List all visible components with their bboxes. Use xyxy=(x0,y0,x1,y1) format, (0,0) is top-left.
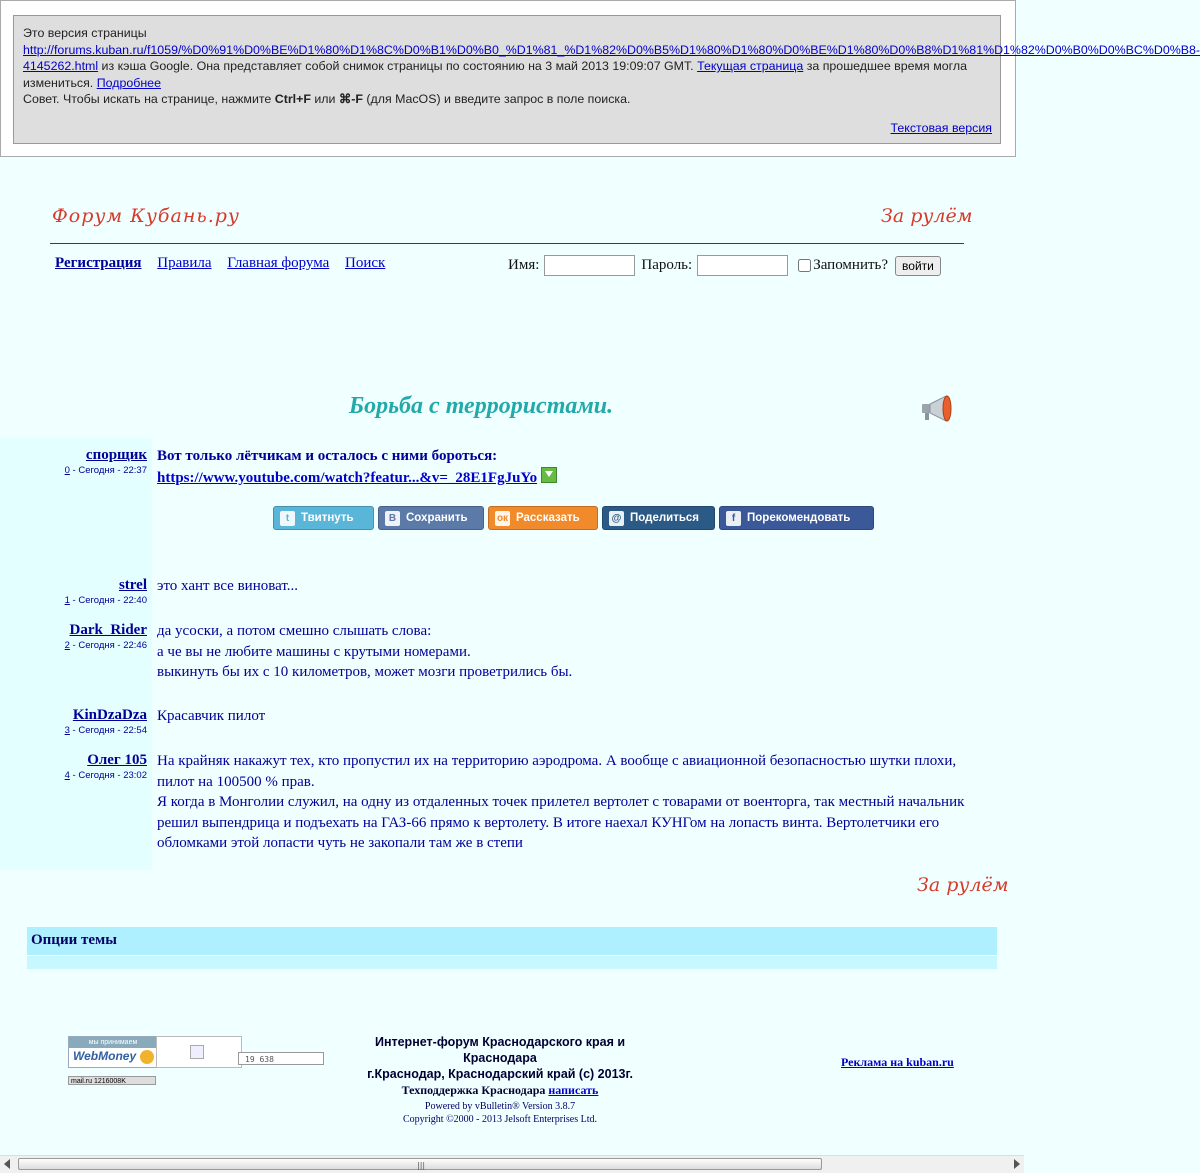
footer-info xyxy=(350,1034,650,1126)
post-author-link[interactable]: спорщик xyxy=(85,447,147,463)
username-input[interactable] xyxy=(544,255,635,276)
post-body xyxy=(157,621,967,683)
post-author-block xyxy=(65,621,147,651)
post-author-link[interactable]: Олег 105 xyxy=(87,752,147,768)
scroll-left-icon[interactable] xyxy=(4,1159,10,1169)
share-buttons xyxy=(273,506,874,530)
topic-title: Борьба с террористами. xyxy=(348,393,614,419)
nav-rules-link[interactable]: Правила xyxy=(157,255,212,271)
footer-line-1: Интернет-форум Краснодарского края и Краснодара xyxy=(374,1035,626,1065)
post-body xyxy=(157,576,967,597)
username-label: Имя: xyxy=(508,257,540,273)
support-contact-link[interactable]: написать xyxy=(548,1083,599,1097)
post-line: выкинуть бы их с 10 километров, может мозги проветрились бы. xyxy=(157,664,573,680)
cache-description: 4145262.html из кэша Google. Она представляет собой снимок страницы по состоянию на 3 май 2013 19:09:07 GMT. Текущая страница за прошедшее время могла измениться. Подробнее xyxy=(23,59,967,90)
post-meta: 1 - Сегодня - 22:40 xyxy=(64,595,147,606)
post-author-link[interactable]: Dark_Rider xyxy=(69,622,147,638)
post-number-link[interactable]: 3 xyxy=(64,725,70,736)
scrollbar-thumb[interactable] xyxy=(18,1158,822,1170)
cache-intro: Это версия страницы xyxy=(23,26,147,40)
login-form xyxy=(508,255,941,276)
post-author-block xyxy=(65,446,147,476)
mailru-counter[interactable]: mail.ru 1216008K xyxy=(68,1076,156,1085)
webmoney-coin-icon xyxy=(140,1050,154,1064)
post-body xyxy=(157,446,967,488)
footer-powered: Powered by vBulletin® Version 3.8.7 xyxy=(424,1101,576,1112)
post-line: Вот только лётчикам и осталось с ними бороться: xyxy=(157,448,498,464)
share-twitter-button[interactable]: t Твитнуть xyxy=(273,506,374,530)
footer-line-2: г.Краснодар, Краснодарский край (с) 2013г. xyxy=(367,1067,633,1081)
password-label: Пароль: xyxy=(641,257,693,273)
facebook-icon: f xyxy=(726,511,741,526)
grip-icon: ||| xyxy=(417,1161,426,1170)
nav-search-link[interactable]: Поиск xyxy=(345,255,386,271)
vk-icon: В xyxy=(385,511,400,526)
post-body xyxy=(157,706,967,727)
horizontal-scrollbar[interactable] xyxy=(0,1155,1024,1173)
post-line: да усоски, а потом смешно слышать слова: xyxy=(157,623,432,639)
post-number-link[interactable]: 2 xyxy=(64,640,70,651)
post-meta: 2 - Сегодня - 22:46 xyxy=(64,640,147,651)
more-info-link[interactable]: Подробнее xyxy=(96,75,161,90)
topic-options-panel xyxy=(27,956,997,969)
footer-copyright: Copyright ©2000 - 2013 Jelsoft Enterprises Ltd. xyxy=(403,1114,597,1125)
post-meta: 4 - Сегодня - 23:02 xyxy=(64,770,147,781)
cached-page-url-tail[interactable]: 4145262.html xyxy=(23,59,99,73)
share-vk-button[interactable]: В Сохранить xyxy=(378,506,484,530)
megaphone-icon[interactable] xyxy=(920,393,956,423)
post-author-link[interactable]: KinDzaDza xyxy=(72,707,147,723)
post-author-link[interactable]: strel xyxy=(118,577,147,593)
topic-options-title: Опции темы xyxy=(31,932,117,948)
post-author-block xyxy=(65,751,147,781)
post-author-block xyxy=(65,706,147,736)
scroll-right-icon[interactable] xyxy=(1014,1159,1020,1169)
post-number-link[interactable]: 4 xyxy=(64,770,70,781)
post-line: Я когда в Монголии служил, на одну из отдаленных точек прилетел вертолет с товарами от военторга, так местный начальник решил выпендрица и подъехать на ГАЗ-66 прямо к вертолету. В итоге наехал КУНГом на лопасть винта. Вертолетчики его обломками этой лопасти чуть не закопали там же в степи xyxy=(157,794,965,851)
share-mailru-button[interactable]: @ Поделиться xyxy=(602,506,715,530)
header-divider xyxy=(50,243,964,244)
cache-tip: Совет. Чтобы искать на странице, нажмите Ctrl+F или ⌘-F (для MacOS) и введите запрос в поле поиска. xyxy=(23,92,631,106)
post-author-block xyxy=(65,576,147,606)
post-number-link[interactable]: 1 xyxy=(64,595,70,606)
topic-options-bar[interactable] xyxy=(27,927,997,955)
webmoney-badge[interactable]: мы принимаем WebMoney xyxy=(68,1036,158,1068)
share-facebook-button[interactable]: f Порекомендовать xyxy=(719,506,874,530)
youtube-link[interactable]: https://www.youtube.com/watch?featur...&v=_28E1FgJuYo xyxy=(157,469,538,486)
remember-me-label: Запомнить? xyxy=(813,257,889,273)
posts-author-column xyxy=(0,438,152,870)
footer-support: Техподдержка Краснодара написать xyxy=(401,1083,599,1097)
visit-counter[interactable]: 19 638 xyxy=(238,1052,324,1065)
za-rulem-logo-bottom[interactable]: За рулём xyxy=(917,874,1009,896)
cache-banner-frame xyxy=(0,0,1200,157)
za-rulem-logo[interactable]: За рулём xyxy=(881,205,973,227)
mailru-icon: @ xyxy=(609,511,624,526)
twitter-icon: t xyxy=(280,511,295,526)
nav-register-link[interactable]: Регистрация xyxy=(55,255,142,271)
post-meta: 3 - Сегодня - 22:54 xyxy=(64,725,147,736)
remember-me-checkbox[interactable] xyxy=(798,259,811,272)
broken-image-icon xyxy=(156,1036,242,1068)
password-input[interactable] xyxy=(697,255,788,276)
forum-logo[interactable]: Форум Кубань.ру xyxy=(52,205,240,227)
odnoklassniki-icon: ок xyxy=(496,512,509,524)
current-page-link[interactable]: Текущая страница xyxy=(697,59,804,73)
cached-page-url[interactable]: http://forums.kuban.ru/f1059/%D0%91%D0%BE%D1%80%D1%8C%D0%B1%D0%B0_%D1%81_%D1%82%D0%B5%D1%80%D1%80%D0%BE%D1%80%D0%B8%D1%81%D1%82%D0%B0%D0%BC%D0%B8- xyxy=(23,42,1200,57)
cache-banner xyxy=(13,15,1200,144)
nav-forum-home-link[interactable]: Главная форума xyxy=(227,255,330,271)
main-nav xyxy=(55,255,397,272)
advertising-link[interactable]: Реклама на kuban.ru xyxy=(841,1055,954,1069)
login-button[interactable]: войти xyxy=(895,256,941,276)
share-odnoklassniki-button[interactable]: ок Рассказать xyxy=(488,506,598,530)
post-line: На крайняк накажут тех, кто пропустил их на территорию аэродрома. А вообще с авиационной безопасностью шутки плохи, пилот на 100500 % прав. xyxy=(157,753,957,790)
text-version-link[interactable]: Текстовая версия xyxy=(890,120,992,135)
post-line: это хант все виноват... xyxy=(157,578,299,594)
download-icon[interactable] xyxy=(541,467,557,483)
post-number-link[interactable]: 0 xyxy=(64,465,70,476)
post-meta: 0 - Сегодня - 22:37 xyxy=(64,465,147,476)
post-body xyxy=(157,751,967,854)
post-line: а че вы не любите машины с крутыми номерами. xyxy=(157,643,471,660)
post-line: Красавчик пилот xyxy=(157,708,266,724)
